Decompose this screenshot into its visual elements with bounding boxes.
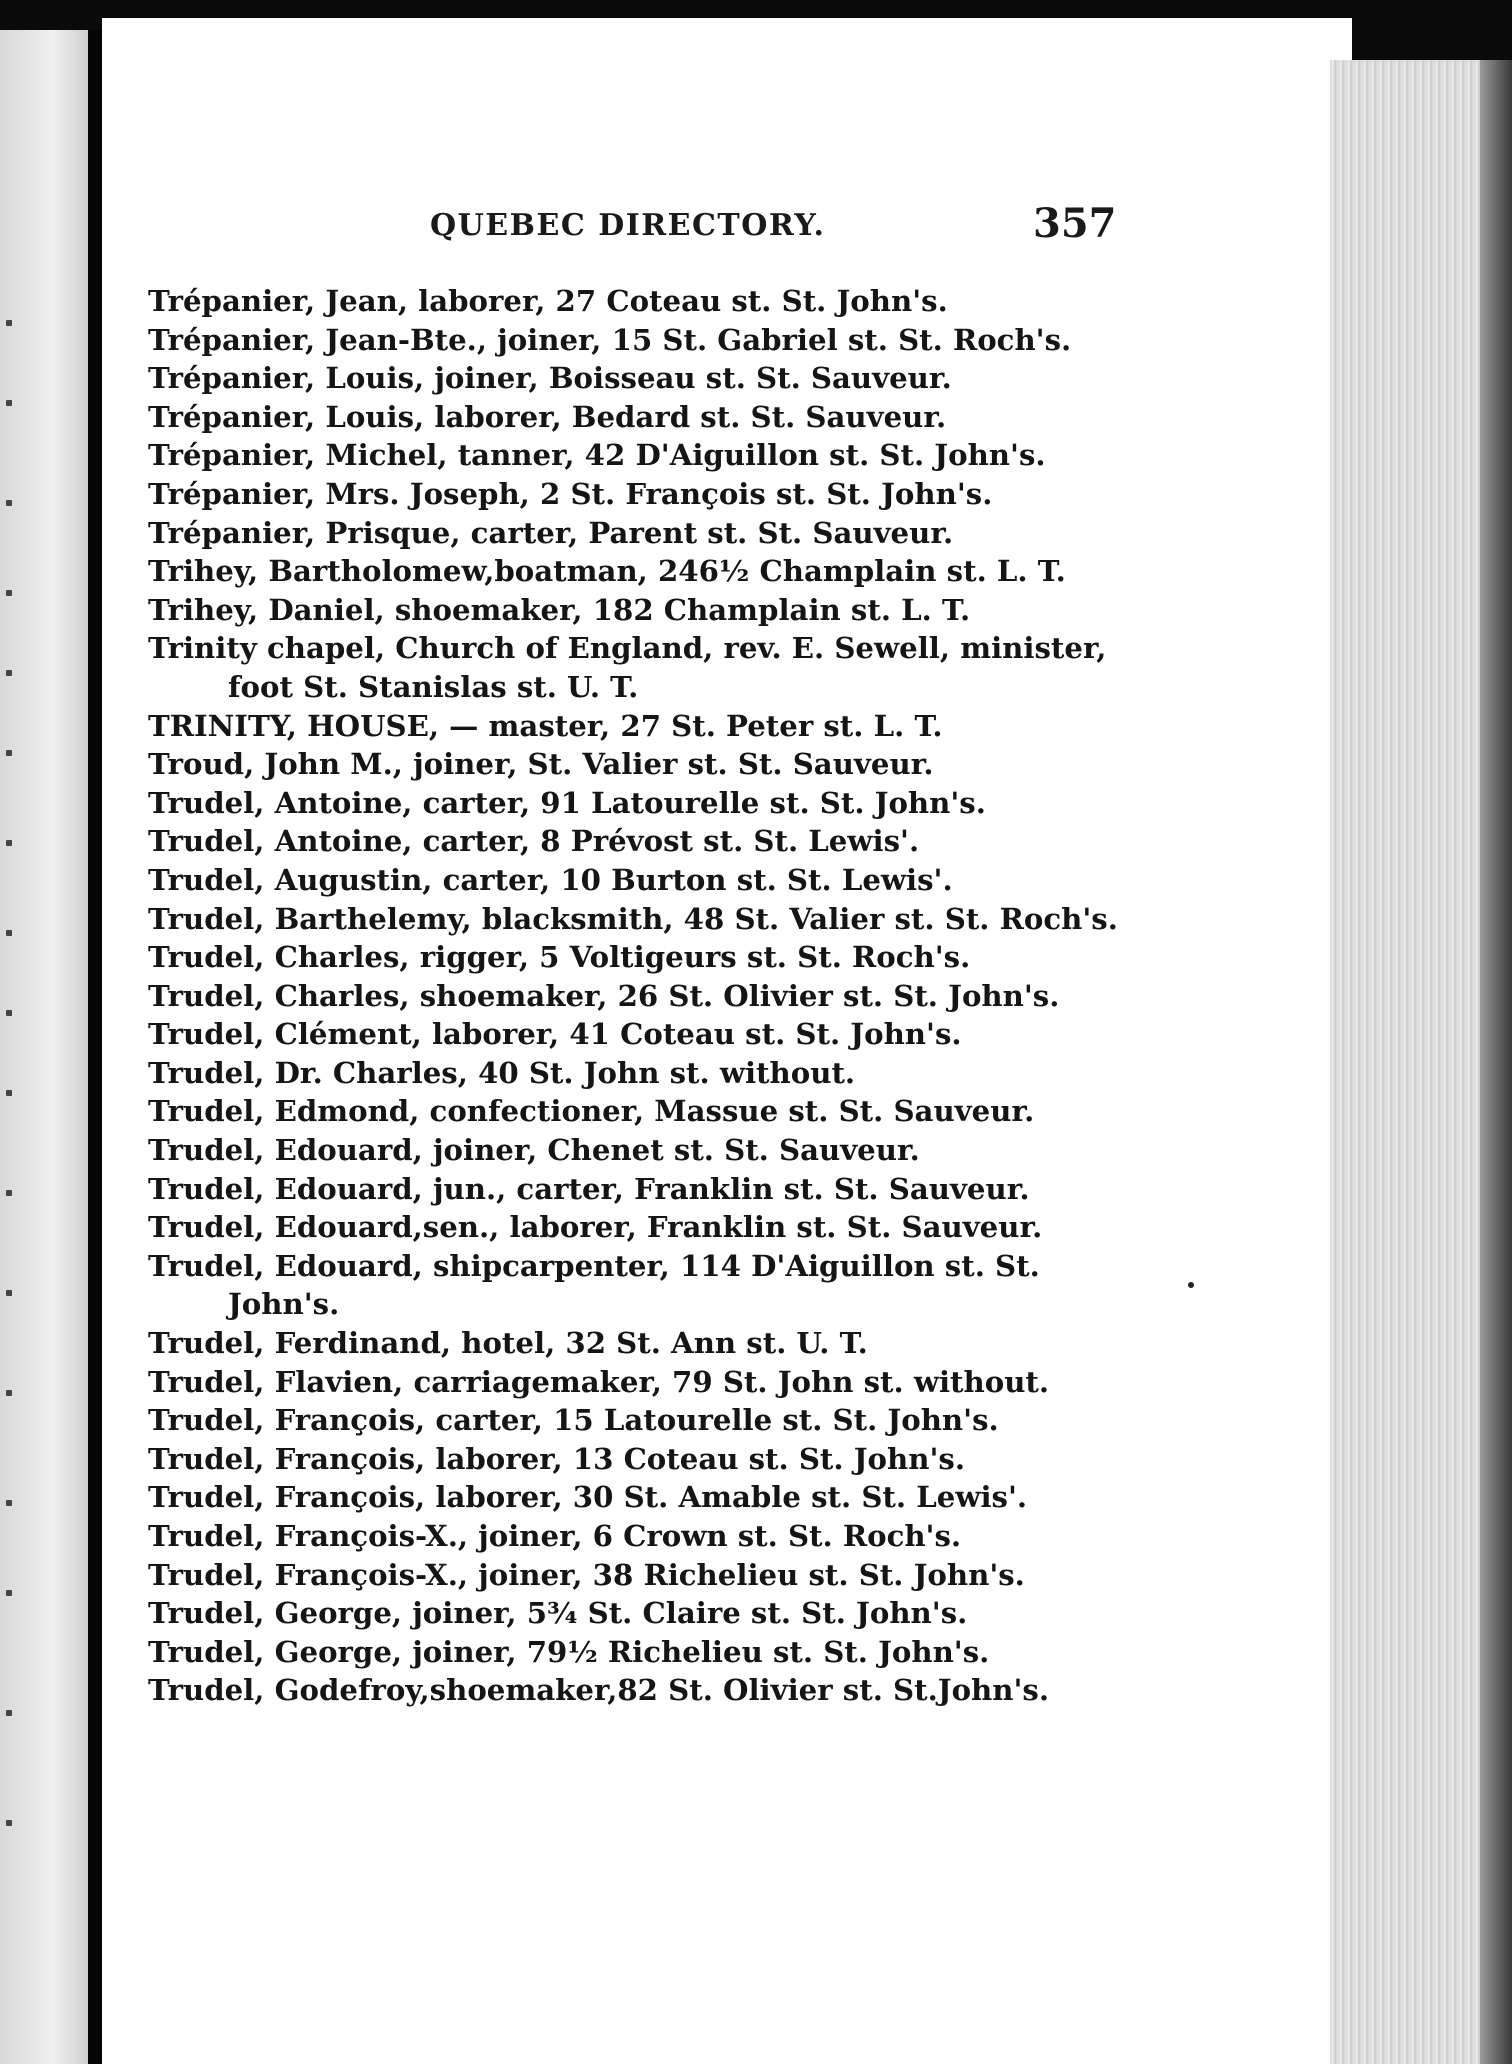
directory-entry: Trudel, Charles, rigger, 5 Voltigeurs st. St. Roch's. [148,940,971,975]
directory-entry: Trépanier, Louis, joiner, Boisseau st. St. Sauveur. [148,361,952,396]
directory-entry: Trudel, Augustin, carter, 10 Burton st. St. Lewis'. [148,862,953,897]
book-spine [88,30,102,2064]
running-header [330,200,1120,260]
directory-entry: Trudel, George, joiner, 79½ Richelieu st. St. John's. [148,1634,990,1669]
directory-entry: Trudel, Godefroy,shoemaker,82 St. Olivier st. St.John's. [148,1673,1050,1708]
directory-entry: Trudel, Edouard, jun., carter, Franklin st. St. Sauveur. [148,1171,1030,1206]
page-stack-edge [1330,60,1505,2064]
directory-entry: Trudel, François, carter, 15 Latourelle st. St. John's. [148,1403,999,1438]
directory-entry: Trudel, Clément, laborer, 41 Coteau st. St. John's. [148,1017,962,1052]
directory-entry: Trudel, Flavien, carriagemaker, 79 St. John st. without. [148,1364,1050,1399]
directory-entry: Trudel, Antoine, carter, 91 Latourelle st. St. John's. [148,785,986,820]
directory-entry: Trudel, Barthelemy, blacksmith, 48 St. Valier st. St. Roch's. [148,901,1118,936]
ink-speck [1188,1282,1194,1288]
directory-entry: Trinity chapel, Church of England, rev. E. Sewell, minister, foot St. Stanislas st. U. T. [148,631,1107,704]
directory-entry: Trudel, Edouard, joiner, Chenet st. St. Sauveur. [148,1133,920,1168]
header-title: QUEBEC DIRECTORY. [430,208,826,243]
directory-entry: Trudel, Edouard,sen., laborer, Franklin st. St. Sauveur. [148,1210,1043,1245]
directory-entry: Trudel, François, laborer, 13 Coteau st. St. John's. [148,1441,965,1476]
directory-entry: Trépanier, Jean, laborer, 27 Coteau st. St. John's. [148,284,948,318]
directory-entry: Trudel, Ferdinand, hotel, 32 St. Ann st. U. T. [148,1326,868,1361]
directory-entry: Trépanier, Mrs. Joseph, 2 St. François st. St. John's. [148,476,993,511]
directory-entry: Trudel, George, joiner, 5¾ St. Claire st. St. John's. [148,1596,968,1631]
directory-entry: Trudel, Antoine, carter, 8 Prévost st. St. Lewis'. [148,824,920,859]
directory-entry: Trudel, Edouard, shipcarpenter, 114 D'Aiguillon st. St. John's. [148,1248,1040,1322]
directory-entry: Trihey, Bartholomew,boatman, 246½ Champlain st. L. T. [148,554,1066,589]
left-page-edge [0,30,88,2064]
directory-entry: Trépanier, Jean-Bte., joiner, 15 St. Gabriel st. St. Roch's. [148,322,1072,357]
directory-entry: Trudel, Dr. Charles, 40 St. John st. without. [148,1055,856,1090]
directory-entry: Trépanier, Michel, tanner, 42 D'Aiguillon st. St. John's. [148,438,1046,473]
page-number: 357 [1033,200,1117,247]
page-stack-shadow [1480,60,1512,2064]
directory-entry: Trépanier, Louis, laborer, Bedard st. St. Sauveur. [148,399,947,434]
directory-entry: TRINITY, HOUSE, — master, 27 St. Peter st. L. T. [148,708,943,743]
directory-entries [148,282,1128,1710]
directory-entry: Trihey, Daniel, shoemaker, 182 Champlain st. L. T. [148,592,971,627]
directory-entry: Trudel, Charles, shoemaker, 26 St. Olivier st. St. John's. [148,978,1060,1013]
directory-entry: Trudel, François-X., joiner, 6 Crown st. St. Roch's. [148,1519,962,1553]
left-page-marks [0,30,30,2064]
directory-entry: Troud, John M., joiner, St. Valier st. St. Sauveur. [148,747,934,782]
directory-entry: Trudel, François, laborer, 30 St. Amable st. St. Lewis'. [148,1480,1028,1515]
directory-entry: Trépanier, Prisque, carter, Parent st. St. Sauveur. [148,515,954,550]
directory-entry: Trudel, François-X., joiner, 38 Richelieu st. St. John's. [148,1557,1025,1592]
directory-entry: Trudel, Edmond, confectioner, Massue st. St. Sauveur. [148,1094,1035,1129]
